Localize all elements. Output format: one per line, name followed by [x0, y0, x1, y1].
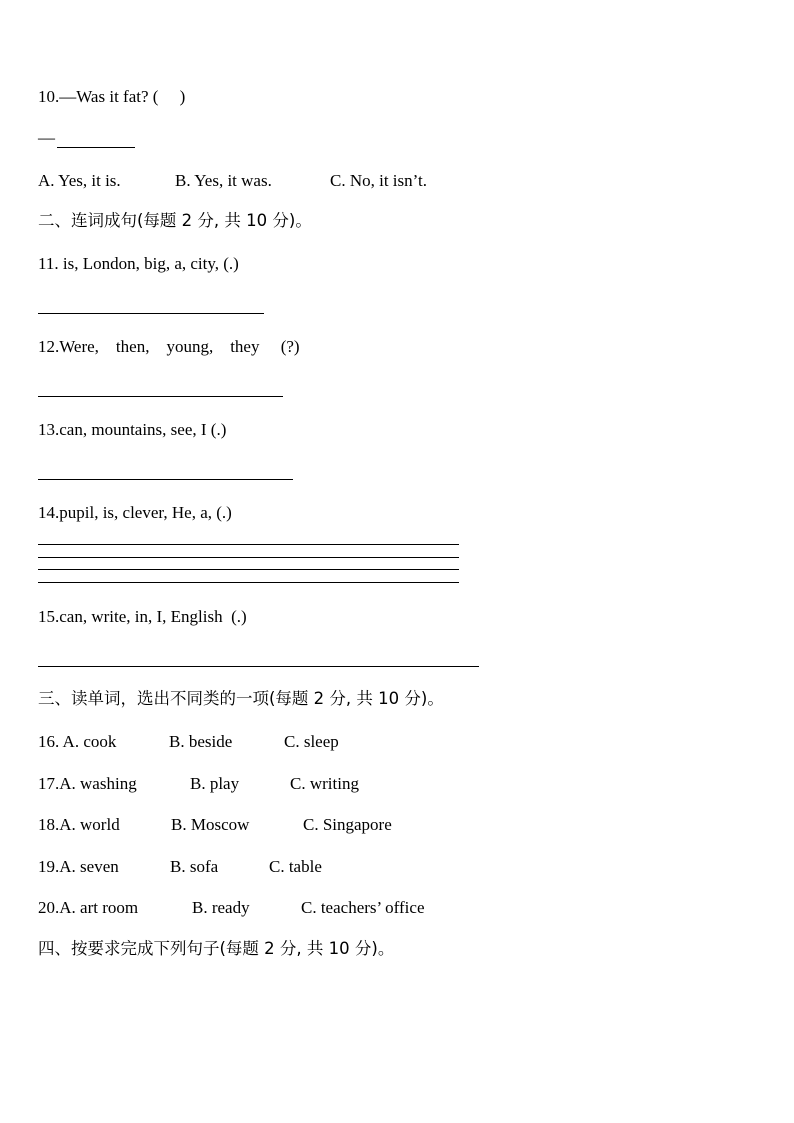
question-19-option-b: B. sofa [170, 857, 219, 876]
q10-option-b: B. Yes, it was. [175, 171, 272, 190]
question-13: 13.can, mountains, see, I (.) [38, 420, 227, 439]
question-16-option-b: B. beside [169, 732, 233, 751]
question-17-option-a: 17.A. washing [38, 774, 137, 793]
q10-option-a: A. Yes, it is. [38, 171, 121, 190]
question-14: 14.pupil, is, clever, He, a, (.) [38, 503, 232, 522]
question-20-option-c: C. teachers’ office [301, 898, 425, 917]
answer-line-15 [38, 666, 479, 667]
section-3-heading: 三、读单词，选出不同类的一项(每题 2 分, 共 10 分)。 [38, 689, 444, 708]
question-19-option-c: C. table [269, 857, 322, 876]
question-18-option-a: 18.A. world [38, 815, 120, 834]
answer-line-13 [38, 479, 293, 480]
answer-line-14a [38, 544, 459, 545]
answer-line-14d [38, 582, 459, 583]
question-12: 12.Were, then, young, they (?) [38, 337, 300, 356]
question-20-option-a: 20.A. art room [38, 898, 139, 917]
question-10: 10.—Was it fat? ( ) [38, 87, 186, 106]
answer-line-12 [38, 396, 283, 397]
question-18-option-c: C. Singapore [303, 815, 392, 834]
section-2-heading: 二、连词成句(每题 2 分, 共 10 分)。 [38, 211, 312, 230]
question-20-option-b: B. ready [192, 898, 250, 917]
question-17-option-b: B. play [190, 774, 240, 793]
question-17-option-c: C. writing [290, 774, 359, 793]
question-15: 15.can, write, in, I, English (.) [38, 607, 247, 626]
answer-line-11 [38, 313, 264, 314]
answer-line-14c [38, 569, 459, 570]
question-18-option-b: B. Moscow [171, 815, 250, 834]
answer-blank-10 [57, 147, 135, 148]
q10-option-c: C. No, it isn’t. [330, 171, 427, 190]
section-4-heading: 四、按要求完成下列句子(每题 2 分, 共 10 分)。 [38, 939, 395, 958]
answer-dash-10: — [38, 128, 55, 147]
question-11: 11. is, London, big, a, city, (.) [38, 254, 239, 273]
question-16-option-c: C. sleep [284, 732, 339, 751]
answer-line-14b [38, 557, 459, 558]
question-16-option-a: 16. A. cook [38, 732, 117, 751]
question-19-option-a: 19.A. seven [38, 857, 119, 876]
